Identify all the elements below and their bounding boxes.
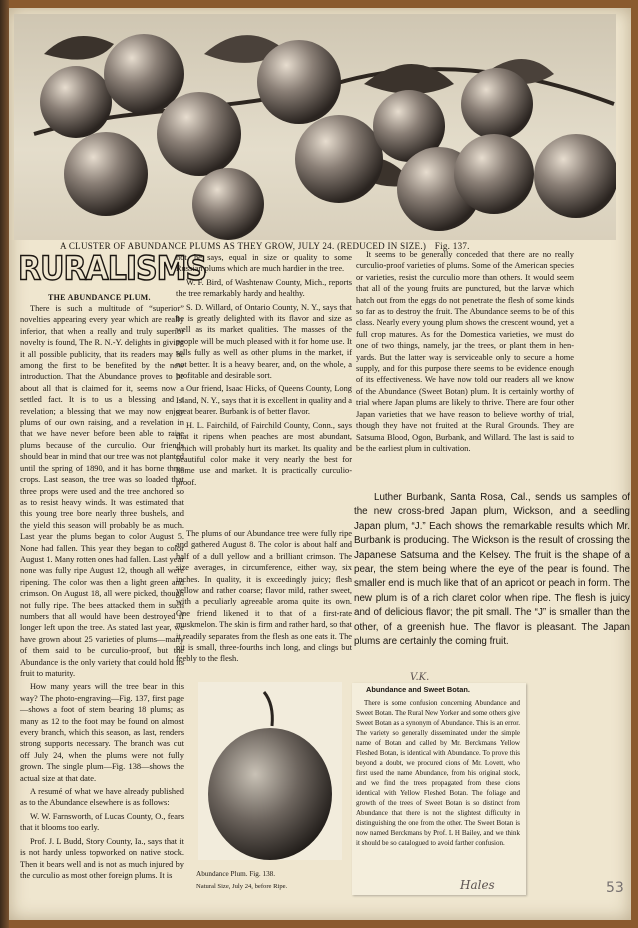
paragraph: H. L. Fairchild, of Fairchild County, Conn., says that it ripens when peaches are most abundant, which will probably hurt its market. Its quality and beautiful color make it very nearly the best for home use and market. It is practically curculio-proof.	[176, 420, 352, 487]
top-caption-fig: Fig. 137.	[434, 241, 470, 251]
paragraph: A resumé of what we have already published as to the Abundance elsewhere is as follows:	[20, 787, 184, 808]
column-2-lower	[176, 528, 352, 665]
handwritten-initials: V.K.	[410, 672, 430, 683]
single-plum-photo	[198, 682, 342, 860]
paragraph: How many years will the tree bear in this way? The photo-engraving—Fig. 137, first page—shows a foot of stem bearing 18 plums; as many as 12 to the foot may be found on almost every branch, which this season, as last, renders strong supports necessary. The branch was cut off July 24, when the plums were not fully grown. The single plum—Fig. 138—shows the actual size at that date.	[20, 682, 184, 783]
single-plum-caption	[196, 870, 346, 878]
clipping-title: Abundance and Sweet Botan.	[366, 685, 470, 694]
paragraph: Luther Burbank, Santa Rosa, Cal., sends us samples of the new cross-bred Japan plum, Wickson, and a seedling Japan plum, “J.” Each shows the remarkable results which Mr. Burbank is producing. The Wickson is the result of crossing the Japanese Satsuma and the Kelsey. The fruit is the shape of a pear, the stem being where the eye of the pear is found. The smaller end is much like that of an apricot or peach in form. The new plum is of a rich claret color when ripe. The flesh is juicy and of delicious flavor; the pit small. The “J” is smaller than the other, of a greenish hue. The flavor is pleasant. The Japan plums are certainly the coming fruit.	[354, 492, 630, 648]
plum-cluster-photo	[14, 14, 616, 240]
paragraph: W. F. Bird, of Washtenaw County, Mich., reports the tree remarkably hardy and healthy.	[176, 277, 352, 299]
single-plum-subcaption: Natural Size, July 24, before Ripe.	[196, 883, 288, 890]
paragraph: S. D. Willard, of Ontario County, N. Y., says that he is greatly delighted with its flavor and size as well as its market qualities. The masses of the people will be much pleased with it for home use. It sells fully as well as other plums in the market, if not better. It is a heavy bearer, and, on the whole, a profitable and desirable sort.	[176, 302, 352, 381]
apple-caption-title: Abundance Plum.	[196, 870, 248, 878]
paragraph: The plums of our Abundance tree were fully ripe and gathered August 8. The color is about half and half of a dull yellow and a brilliant crimson. The size averages, in circumference, either way, six inches. In quality, it is exceedingly juicy; flesh yellow and rather coarse; flavor mild, rather sweet, with a peculiarly agreeable aroma quite its own. One friend likened it to that of a first-rate muskmelon. The skin is firm and rather hard, so that it readily separates from the flesh as one eats it. The pit is small, three-fourths inch long, and clings but feebly to the flesh.	[176, 529, 352, 664]
paragraph: It seems to be generally conceded that there are no really curculio-proof varieties of plums. Some of the American species or varieties, resist the curculio more than others. It would seem that all of the young fruits are punctured, but the larvæ which hatch out from the eggs do not penetrate the flesh of some kinds so far as to destroy the fruit. The Abundance seems to be of this class. Nearly every young plum shows the crescent wound, yet a full crop matures. As for the Domestica varieties, we must do one of two things, namely, jar the trees, or plant them in hen-yards. But the latter way is serviceable only to secure a home supply, and for this purpose there seems to be evidence enough of its effectiveness. We have now told our readers all we know of the Abundance (Sweet Botan) plum. It is certainly worthy of trial where Japan plums are likely to thrive. There are four other Japan varieties that we have reason to believe worthy of trial, though they have not fruited at the Rural Grounds. They are Satsuma Blood, Ogon, Burbank, and Willard. The last is said to be the earliest plum in cultivation.	[356, 250, 574, 453]
top-caption-text: A CLUSTER OF ABUNDANCE PLUMS AS THEY GROW, JULY 24. (REDUCED IN SIZE.)	[60, 241, 427, 251]
column-2	[176, 252, 352, 488]
paragraph: There is some confusion concerning Abundance and Sweet Botan. The Rural New Yorker and some others give Sweet Botan as a synonym of Abundance. This is an error. The variety so generally disseminated under the simple name of Botan and called by Mr. Berckmans Yellow Fleshed Botan, is identical with Abundance. To prove this beyond a doubt, we procured cions of Mr. Lovett, who first used the name Abundance, from his original stock, and we find the trees propagated from these cions identical with Yellow Fleshed Botan. The foliage and growth of the trees of Sweet Botan is so distinct from Abundance that there is not the slightest difficulty in distinguishing the one from the other. The Sweet Botan is now named Berckmans by Prof. L H Bailey, and we think it should be so catalogued to avoid farther confusion.	[356, 699, 520, 847]
plum-cluster-illustration	[14, 14, 616, 240]
paragraph: W. W. Farnsworth, of Lucas County, O., fears that it blooms too early.	[20, 811, 184, 833]
single-plum-illustration	[198, 682, 342, 860]
paragraph: Our friend, Isaac Hicks, of Queens County, Long Island, N. Y., says that it is excellent in quality and a great bearer. Burbank is of better flavor.	[176, 384, 352, 417]
apple-caption-fig: Fig. 138.	[249, 870, 276, 878]
burbank-clipping	[354, 491, 630, 649]
clipping-body	[356, 698, 520, 848]
page-number: 53	[606, 880, 624, 896]
paragraph: There is such a multitude of “superior” novelties appearing every year which are really inferior, that when a really and truly superior novelty is found, The R. N.-Y. delights in giving it all possible publicity, that its readers may be among the first to be benefited by the new introduction. That the Abundance proves to be about all that is claimed for it, seems now a settled fact. It is to us a blessing and a revelation; a blessing that we may now enjoy plums of our own raising, and a revelation in that we have never before been able to raise plums because of the curculio. Our friends should bear in mind that our tree was not planted until the spring of 1890, and it has borne three crops. Last season, the tree was so loaded that three props were used and the tree anchored so as to resist heavy winds. It was estimated that this young tree bore nearly three bushels, and the yield this season will probably be as much. Last year the plums began to color August 5. None had fallen. This year they began to color August 1. Many rotten ones had fallen. Last year none was fully ripe August 12, though all were ripening. The color was then a light green and crimson. On August 18, all were picked, though not fully ripe. The bees attacked them in such numbers that all would have been destroyed if longer left upon the tree. As stated last year, we have grown about 25 varieties of plums—many of them said to be curculio-proof, but the Abundance is the only variety that could hold its fruit to maturity.	[20, 304, 184, 678]
album-edge	[0, 0, 9, 928]
handwritten-signature: Hales	[460, 878, 495, 892]
column-1	[20, 303, 184, 881]
paragraph: Prof. J. L Budd, Story County, Ia., says that it is not hardy unless topworked on native stock. Then it bears well and is not as much injured by the curculio as most other foreign plums. It is	[20, 836, 184, 880]
paragraph: not, he says, equal in size or quality to some Russian plums which are much hardier in the tree.	[176, 253, 352, 274]
section-subhead: THE ABUNDANCE PLUM.	[48, 293, 151, 302]
column-3	[356, 249, 574, 454]
ruralisms-masthead: RURALISMS	[18, 250, 207, 289]
